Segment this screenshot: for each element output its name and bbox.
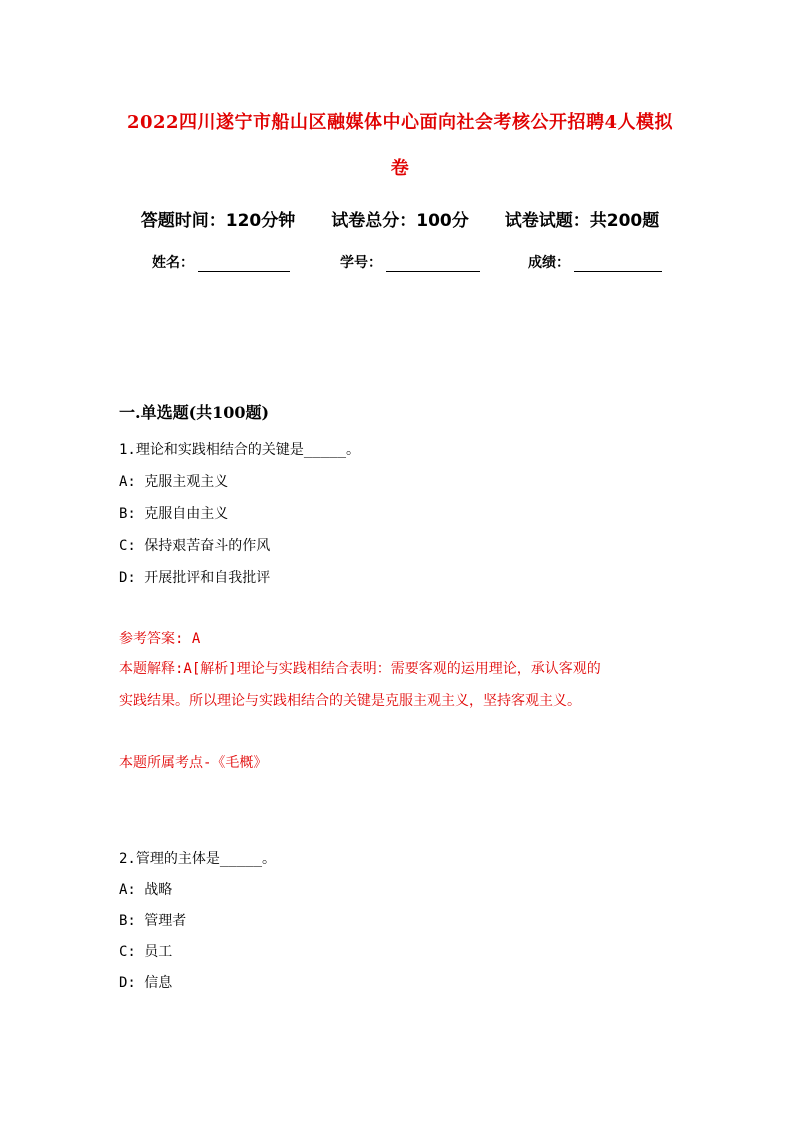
title-line-2: 卷	[390, 158, 410, 179]
question-1-option-b: B: 克服自由主义	[119, 506, 229, 522]
name-blank-line[interactable]	[198, 255, 290, 272]
question-2-option-b: B: 管理者	[119, 913, 187, 929]
question-2-option-a: A: 战略	[119, 882, 173, 898]
question-2-option-d: D: 信息	[119, 975, 173, 991]
exam-total-score: 试卷总分：100分	[331, 211, 469, 231]
student-id-label: 学号：	[340, 255, 382, 271]
question-2-option-c: C: 员工	[119, 944, 173, 960]
student-id-blank-line[interactable]	[386, 255, 480, 272]
section-title: 一.单选题(共100题)	[119, 403, 270, 422]
question-1-topic: 本题所属考点-《毛概》	[119, 755, 268, 771]
question-1-explanation-line-1: 本题解释:A[解析]理论与实践相结合表明：需要客观的运用理论，承认客观的	[119, 661, 601, 677]
student-fields-row	[152, 252, 692, 276]
question-1-option-a: A: 克服主观主义	[119, 474, 229, 490]
score-blank-line[interactable]	[574, 255, 662, 272]
question-1-option-c: C: 保持艰苦奋斗的作风	[119, 538, 271, 554]
exam-total-questions: 试卷试题：共200题	[504, 211, 660, 231]
title-line-1: 2022四川遂宁市船山区融媒体中心面向社会考核公开招聘4人模拟	[126, 112, 674, 133]
score-label: 成绩：	[528, 255, 570, 271]
name-field[interactable]	[152, 252, 290, 272]
question-1-stem: 1.理论和实践相结合的关键是_____。	[119, 442, 361, 458]
question-1-explanation-line-2: 实践结果。所以理论与实践相结合的关键是克服主观主义，坚持客观主义。	[119, 693, 581, 709]
document-title	[100, 100, 700, 192]
question-2-stem: 2.管理的主体是_____。	[119, 851, 277, 867]
question-1-answer: 参考答案: A	[119, 631, 201, 647]
exam-info-row	[0, 206, 800, 231]
question-1-option-d: D: 开展批评和自我批评	[119, 570, 271, 586]
name-label: 姓名：	[152, 255, 194, 271]
score-field[interactable]	[528, 252, 662, 272]
exam-time: 答题时间：120分钟	[140, 211, 296, 231]
student-id-field[interactable]	[340, 252, 480, 272]
